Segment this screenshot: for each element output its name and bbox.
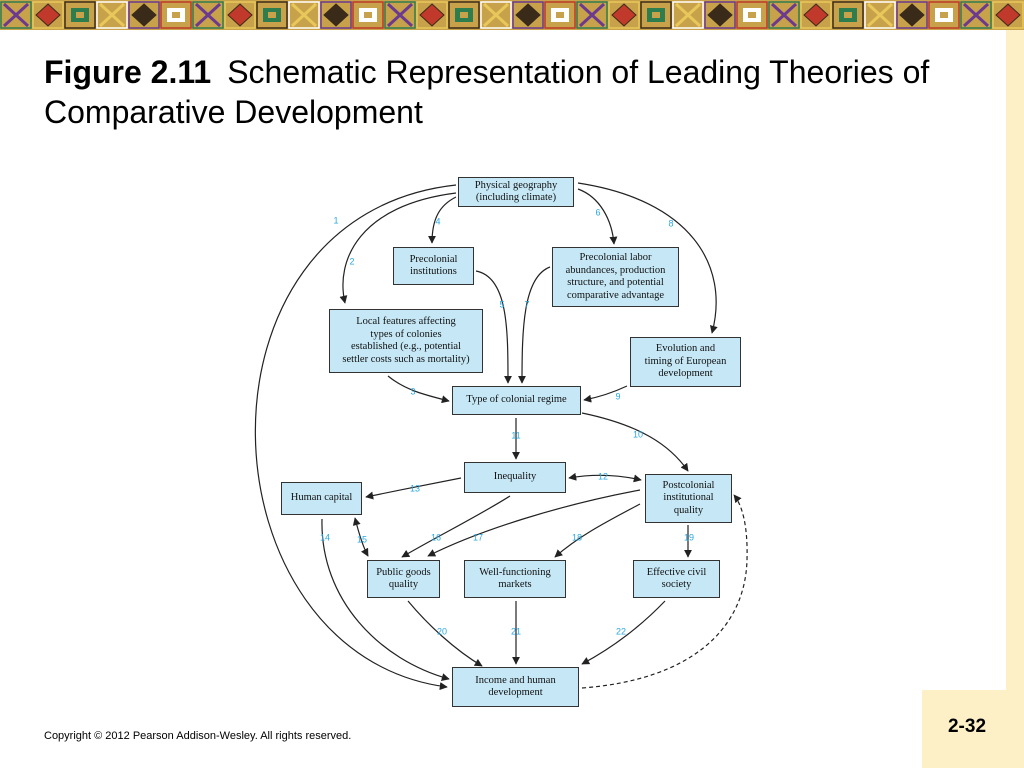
node-precolonial-labor: Precolonial labor abundances, production structure, and potential comparative advantage — [552, 247, 679, 307]
edge-label-10: 10 — [632, 429, 644, 440]
edge-10-arrow — [582, 413, 688, 471]
edge-label-11: 11 — [511, 430, 521, 441]
edge-label-3: 3 — [410, 386, 416, 397]
edge-label-19: 19 — [683, 532, 695, 543]
node-physical-geography: Physical geography (including climate) — [458, 177, 574, 207]
edge-label-16: 16 — [430, 532, 442, 543]
edge-label-7: 7 — [524, 299, 530, 310]
edge-label-20: 20 — [436, 626, 448, 637]
edge-label-6: 6 — [595, 207, 601, 218]
page-number: 2-32 — [947, 716, 987, 737]
node-effective-civil-society: Effective civil society — [633, 560, 720, 598]
node-type-colonial-regime: Type of colonial regime — [452, 386, 581, 415]
edge-7-arrow — [522, 267, 550, 383]
edge-17-arrow — [428, 490, 640, 556]
edge-label-2: 2 — [349, 256, 355, 267]
figure-title: Schematic Representation of Leading Theories of Comparative Development — [44, 54, 930, 130]
node-income-human-development: Income and human development — [452, 667, 579, 707]
edge-label-21: 21 — [510, 626, 522, 637]
node-evolution-european: Evolution and timing of European development — [630, 337, 741, 387]
edge-label-9: 9 — [615, 391, 621, 402]
edge-label-17: 17 — [472, 532, 484, 543]
edge-label-22: 22 — [615, 626, 627, 637]
edge-3-arrow — [388, 376, 449, 401]
copyright-notice: Copyright © 2012 Pearson Addison-Wesley. All rights reserved. — [44, 730, 352, 742]
edge-label-1: 1 — [333, 215, 339, 226]
edge-label-12: 12 — [597, 471, 609, 482]
edge-14-arrow — [319, 519, 449, 679]
node-public-goods: Public goods quality — [367, 560, 440, 598]
edge-18-arrow — [555, 504, 640, 557]
node-local-features: Local features affecting types of colonies established (e.g., potential settler costs such as mortality) — [329, 309, 483, 373]
edge-label-15: 15 — [356, 534, 368, 545]
edge-label-18: 18 — [571, 532, 583, 543]
edge-label-14: 14 — [319, 532, 331, 543]
node-human-capital: Human capital — [281, 482, 362, 515]
edge-label-13: 13 — [409, 483, 421, 494]
edge-9-arrow — [584, 386, 627, 400]
edge-label-5: 5 — [499, 299, 505, 310]
node-postcolonial-quality: Postcolonial institutional quality — [645, 474, 732, 523]
node-well-functioning-markets: Well-functioning markets — [464, 560, 566, 598]
node-precolonial-institutions: Precolonial institutions — [393, 247, 474, 285]
edge-16-arrow — [402, 496, 510, 557]
node-inequality: Inequality — [464, 462, 566, 493]
edge-label-8: 8 — [668, 218, 674, 229]
edge-label-4: 4 — [435, 216, 441, 227]
figure-label: Figure 2.11 — [44, 54, 212, 90]
